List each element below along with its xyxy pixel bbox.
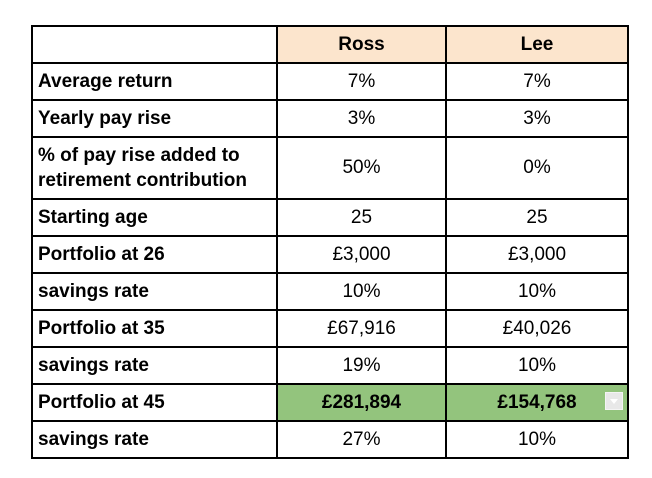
cell-lee-yearly-pay-rise[interactable]: 3% xyxy=(446,100,628,137)
header-row xyxy=(32,26,628,63)
table-row xyxy=(32,421,628,458)
cell-ross-savings-rate-45[interactable]: 27% xyxy=(277,421,446,458)
cell-lee-pay-rise-contribution[interactable]: 0% xyxy=(446,137,628,199)
cell-lee-portfolio-35[interactable]: £40,026 xyxy=(446,310,628,347)
cell-ross-portfolio-26[interactable]: £3,000 xyxy=(277,236,446,273)
cell-ross-portfolio-45[interactable]: £281,894 xyxy=(277,384,446,421)
row-label-savings-rate-35[interactable]: savings rate xyxy=(32,347,277,384)
cell-ross-savings-rate-35[interactable]: 19% xyxy=(277,347,446,384)
row-label-portfolio-26[interactable]: Portfolio at 26 xyxy=(32,236,277,273)
cell-lee-savings-rate-26[interactable]: 10% xyxy=(446,273,628,310)
table-row xyxy=(32,199,628,236)
table-row xyxy=(32,384,628,421)
table-row xyxy=(32,236,628,273)
cell-ross-starting-age[interactable]: 25 xyxy=(277,199,446,236)
row-label-savings-rate-26[interactable]: savings rate xyxy=(32,273,277,310)
cell-ross-savings-rate-26[interactable]: 10% xyxy=(277,273,446,310)
column-header-lee[interactable]: Lee xyxy=(446,26,628,63)
cell-lee-savings-rate-35[interactable]: 10% xyxy=(446,347,628,384)
row-label-portfolio-35[interactable]: Portfolio at 35 xyxy=(32,310,277,347)
cell-ross-portfolio-35[interactable]: £67,916 xyxy=(277,310,446,347)
cell-ross-yearly-pay-rise[interactable]: 3% xyxy=(277,100,446,137)
cell-ross-average-return[interactable]: 7% xyxy=(277,63,446,100)
cell-lee-portfolio-45[interactable] xyxy=(446,384,628,421)
cell-lee-starting-age[interactable]: 25 xyxy=(446,199,628,236)
cell-lee-savings-rate-45[interactable]: 10% xyxy=(446,421,628,458)
chevron-down-icon[interactable] xyxy=(605,392,623,410)
table-row xyxy=(32,100,628,137)
row-label-yearly-pay-rise[interactable]: Yearly pay rise xyxy=(32,100,277,137)
cell-ross-pay-rise-contribution[interactable]: 50% xyxy=(277,137,446,199)
corner-cell[interactable] xyxy=(32,26,277,63)
row-label-average-return[interactable]: Average return xyxy=(32,63,277,100)
table-row xyxy=(32,63,628,100)
row-label-portfolio-45[interactable]: Portfolio at 45 xyxy=(32,384,277,421)
row-label-pay-rise-contribution[interactable] xyxy=(32,137,277,199)
table-row xyxy=(32,310,628,347)
row-label-line-2: retirement contribution xyxy=(38,170,248,191)
row-label-starting-age[interactable]: Starting age xyxy=(32,199,277,236)
table-row xyxy=(32,137,628,199)
cell-lee-average-return[interactable]: 7% xyxy=(446,63,628,100)
row-label-line-1: % of pay rise added to xyxy=(38,145,240,166)
comparison-table xyxy=(31,25,629,459)
row-label-savings-rate-45[interactable]: savings rate xyxy=(32,421,277,458)
table-row xyxy=(32,347,628,384)
cell-lee-portfolio-45-value: £154,768 xyxy=(497,391,577,413)
column-header-ross[interactable]: Ross xyxy=(277,26,446,63)
cell-lee-portfolio-26[interactable]: £3,000 xyxy=(446,236,628,273)
table-row xyxy=(32,273,628,310)
